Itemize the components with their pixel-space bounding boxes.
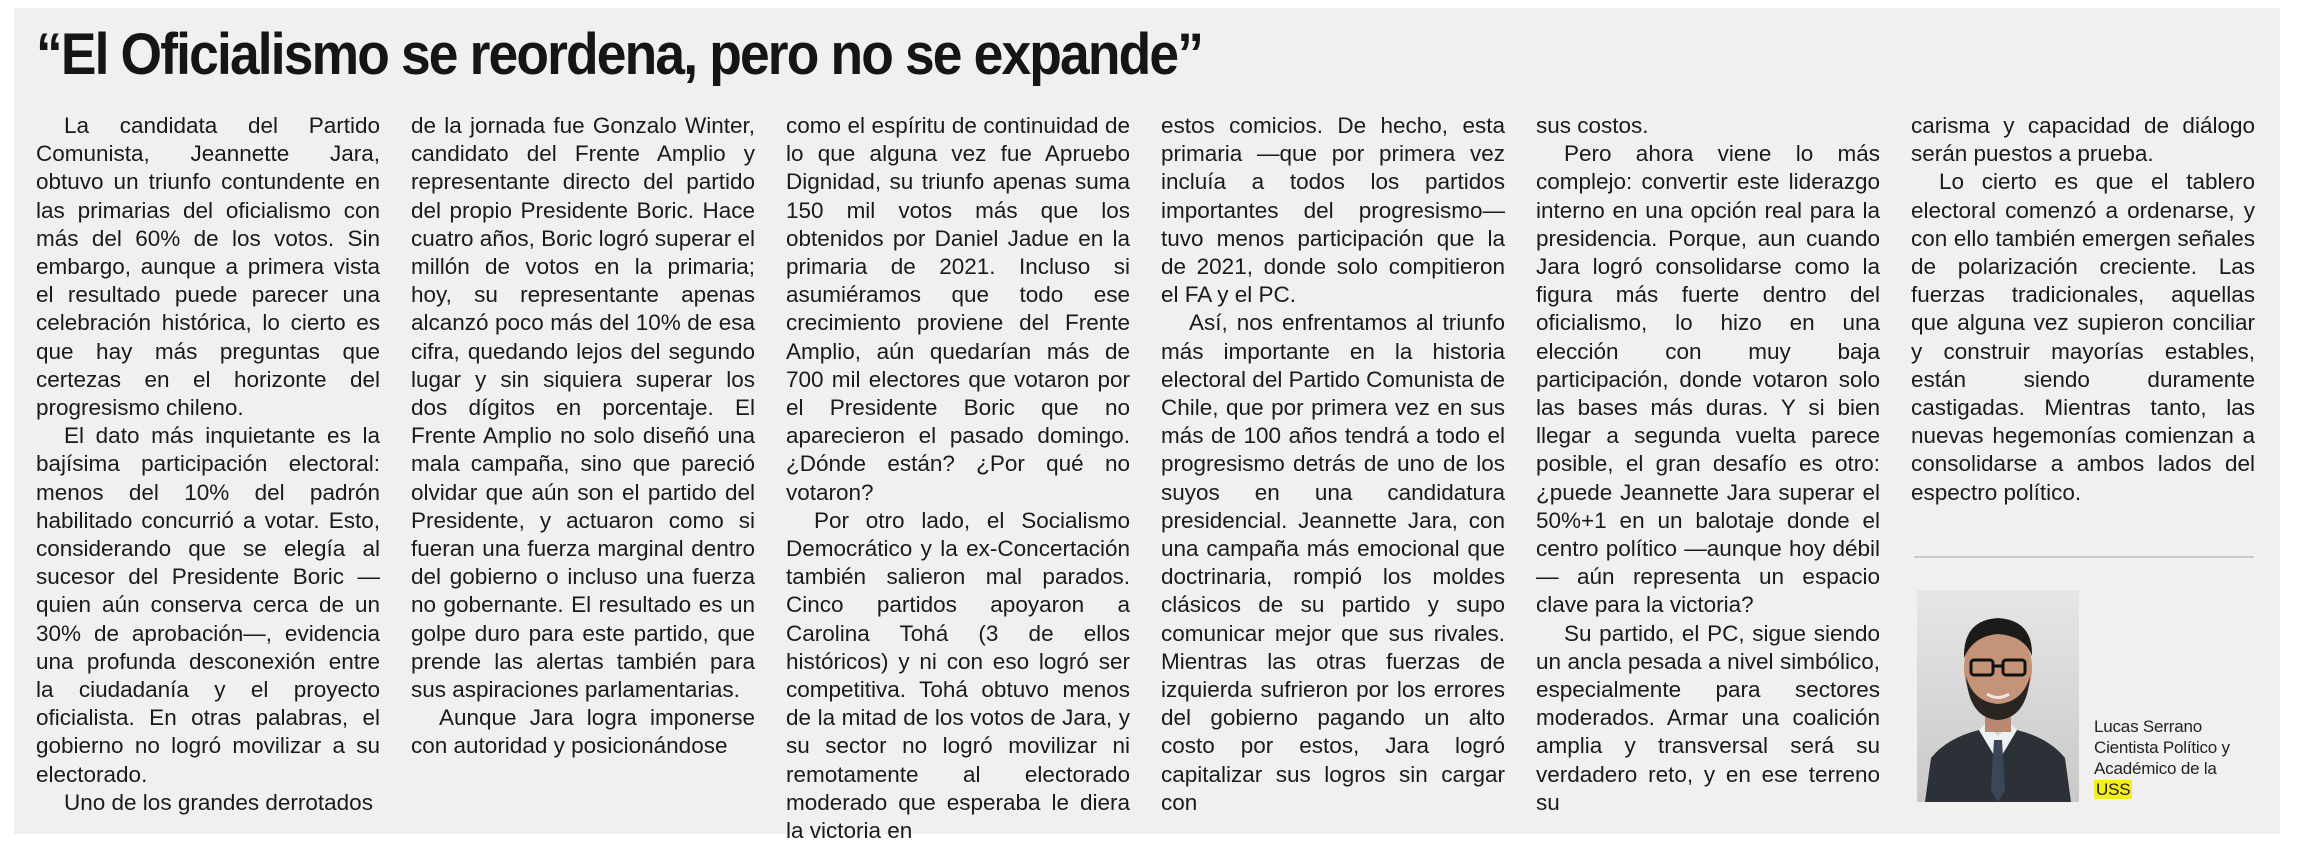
article-column-5 bbox=[1536, 112, 1880, 817]
author-name: Lucas Serrano bbox=[2094, 717, 2202, 736]
article-paragraph: como el espíritu de continuidad de lo que alguna vez fue Apruebo Dignidad, su triunfo apenas suma 150 mil votos más que los obtenidos por Daniel Jadue en la primaria de 2021. Incluso si asumiéramos que todo ese crecimiento proviene del Frente Amplio, aún quedarían más de 700 mil electores que votaron por el Presidente Boric que no aparecieron el pasado domingo. ¿Dónde están? ¿Por qué no votaron? bbox=[786, 113, 1130, 505]
author-institution: USS bbox=[2096, 780, 2131, 799]
article-paragraph: sus costos. bbox=[1536, 113, 1649, 138]
article-paragraph: Lo cierto es que el tablero electoral comenzó a ordenarse, y con ello también emergen señales de polarización creciente. Las fuerzas tradicionales, aquellas que alguna vez supieron conciliar y construir mayorías estables, están siendo duramente castigadas. Mientras tanto, las nuevas hegemonías comienzan a consolidarse a ambos lados del espectro político. bbox=[1911, 169, 2255, 505]
author-photo bbox=[1917, 590, 2079, 802]
author-role-line-2: Académico de la bbox=[2094, 759, 2217, 778]
article-column-4 bbox=[1161, 112, 1505, 817]
article-paragraph: de la jornada fue Gonzalo Winter, candidato del Frente Amplio y representante directo del partido del propio Presidente Boric. Hace cuatro años, Boric logró superar el millón de votos en la primaria; hoy, su representante apenas alcanzó poco más del 10% de esa cifra, quedando lejos del segundo lugar y sin siquiera superar los dos dígitos en porcentaje. El Frente Amplio no solo diseñó una mala campaña, sino que pareció olvidar que aún son el partido del Presidente, y actuaron como si fueran una fuerza marginal dentro del gobierno o incluso una fuerza no gobernante. El resultado es un golpe duro para este partido, que prende las alertas también para sus aspiraciones parlamentarias. bbox=[411, 113, 755, 703]
article-column-1 bbox=[36, 112, 380, 817]
article-column-3 bbox=[786, 112, 1130, 845]
article-paragraph: Pero ahora viene lo más complejo: convertir este liderazgo interno en una opción real para la presidencia. Porque, aun cuando Jara logró consolidarse como la figura más fuerte dentro del oficialismo, lo hizo en una elección con muy baja participación, donde votaron solo las bases más duras. Y si bien llegar a segunda vuelta parece posible, el gran desafío es otro: ¿puede Jeannette Jara superar el 50%+1 en un balotaje donde el centro político —aunque hoy débil— aún representa un espacio clave para la victoria? bbox=[1536, 141, 1880, 618]
column-divider bbox=[1914, 556, 2254, 558]
article-paragraph: Su partido, el PC, sigue siendo un ancla pesada a nivel simbólico, especialmente para sectores moderados. Armar una coalición amplia y transversal será su verdadero reto, y en ese terreno su bbox=[1536, 620, 1880, 815]
headline: “El Oficialismo se reordena, pero no se expande” bbox=[36, 22, 1203, 87]
article-paragraph: La candidata del Partido Comunista, Jeannette Jara, obtuvo un triunfo contundente en las primarias del oficialismo con más del 60% de los votos. Sin embargo, aunque a primera vista el resultado puede parecer una celebración histórica, lo cierto es que hay más preguntas que certezas en el horizonte del progresismo chileno. bbox=[36, 113, 380, 421]
article-paragraph: estos comicios. De hecho, esta primaria —que por primera vez incluía a todos los partidos importantes del progresismo— tuvo menos participación que la de 2021, donde solo compitieron el FA y el PC. bbox=[1161, 113, 1505, 308]
author-role-line-1: Cientista Político y bbox=[2094, 738, 2230, 757]
article-column-2 bbox=[411, 112, 755, 761]
author-caption bbox=[2094, 716, 2230, 800]
author-portrait-icon bbox=[1917, 590, 2079, 802]
article-paragraph: carisma y capacidad de diálogo serán puestos a prueba. bbox=[1911, 113, 2255, 167]
article-panel bbox=[14, 8, 2280, 844]
article-column-6 bbox=[1911, 112, 2255, 507]
article-paragraph: Aunque Jara logra imponerse con autoridad y posicionándose bbox=[411, 705, 755, 759]
article-paragraph: El dato más inquietante es la bajísima participación electoral: menos del 10% del padrón habilitado concurrió a votar. Esto, considerando que se elegía al sucesor del Presidente Boric —quien aún conserva cerca de un 30% de aprobación—, evidencia una profunda desconexión entre la ciudadanía y el proyecto oficialista. En otras palabras, el gobierno no logró movilizar a su electorado. bbox=[36, 423, 380, 787]
article-paragraph: Así, nos enfrentamos al triunfo más importante en la historia electoral del Partido Comunista de Chile, que por primera vez en sus más de 100 años tendrá a todo el progresismo detrás de uno de los suyos en una candidatura presidencial. Jeannette Jara, con una campaña más emocional que doctrinaria, rompió los moldes clásicos de su partido y supo comunicar mejor que sus rivales. Mientras las otras fuerzas de izquierda sufrieron por los errores del gobierno pagando un alto costo por estos, Jara logró capitalizar sus logros sin cargar con bbox=[1161, 310, 1505, 815]
article-paragraph: Por otro lado, el Socialismo Democrático y la ex-Concertación también salieron mal parados. Cinco partidos apoyaron a Carolina Tohá (3 de ellos históricos) y ni con eso logró ser competitiva. Tohá obtuvo menos de la mitad de los votos de Jara, y su sector no logró movilizar ni remotamente al electorado moderado que esperaba le diera la victoria en bbox=[786, 507, 1130, 844]
article-paragraph: Uno de los grandes derrotados bbox=[64, 789, 373, 815]
